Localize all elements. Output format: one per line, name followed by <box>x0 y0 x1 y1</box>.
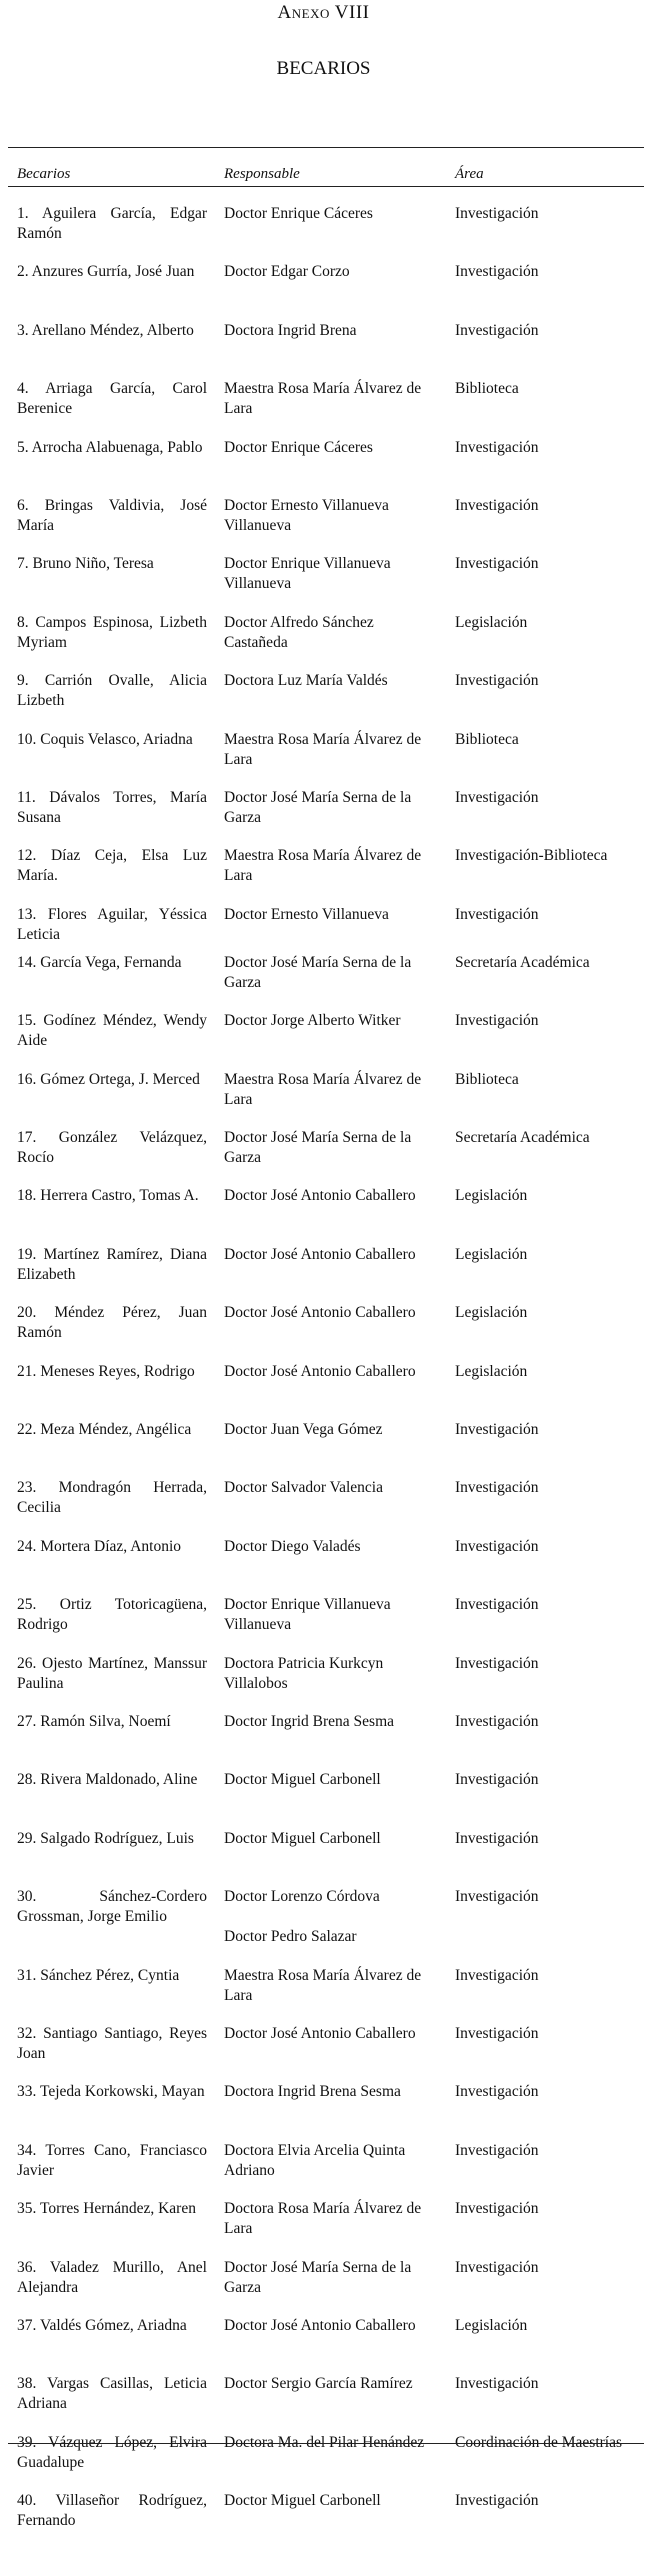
table-row <box>0 2199 647 2257</box>
scholar-name: 6. Bringas Valdivia, José María <box>17 497 207 534</box>
scholar-name: 25. Ortiz Totoricagüena, Rodrigo <box>17 1596 207 1634</box>
table-row <box>0 262 647 320</box>
scholar-name: 16. Gómez Ortega, J. Merced <box>17 1070 200 1088</box>
area-cell: Investigación <box>455 1654 539 1672</box>
header-scholar: Becarios <box>17 166 71 182</box>
responsible-cell <box>224 1303 439 1323</box>
responsible-name: Doctor Jorge Alberto Witker <box>224 1012 401 1030</box>
table-row <box>0 2258 647 2316</box>
responsible-name: Doctora Ingrid Brena Sesma <box>224 2083 401 2101</box>
area-cell: Investigación <box>455 789 539 806</box>
responsible-name: Doctor José Antonio Caballero <box>224 2025 416 2042</box>
scholar-name: 22. Meza Méndez, Angélica <box>17 1421 192 1438</box>
responsible-cell <box>224 1966 439 2006</box>
responsible-cell <box>224 1887 439 1947</box>
scholar-name: 17. González Velázquez, Rocío <box>17 1129 207 1166</box>
area-cell: Investigación <box>455 2025 539 2042</box>
area-cell: Investigación <box>455 1829 539 1847</box>
area-cell: Investigación <box>455 1966 539 1984</box>
table-row <box>0 2082 647 2140</box>
responsible-cell <box>224 846 439 886</box>
area-cell: Investigación <box>455 1596 539 1614</box>
area-cell: Secretaría Académica <box>455 1129 590 1146</box>
scholar-name: 7. Bruno Niño, Teresa <box>17 555 154 573</box>
annex-label: Anexo <box>277 2 330 23</box>
table-row <box>0 2433 647 2491</box>
responsible-name: Maestra Rosa María Álvarez de Lara <box>224 1070 422 1108</box>
table-row <box>0 438 647 496</box>
scholar-name: 10. Coquis Velasco, Ariadna <box>17 730 193 748</box>
page-title: BECARIOS <box>276 58 371 79</box>
scholar-name: 30. Sánchez-Cordero Grossman, Jorge Emilio <box>17 1888 207 1926</box>
responsible-name: Doctora Elvia Arcelia Quinta Adriano <box>224 2141 406 2179</box>
area-cell: Secretaría Académica <box>455 953 590 971</box>
responsible-cell <box>224 1128 439 1168</box>
responsible-name: Doctor Diego Valadés <box>224 1537 361 1555</box>
area-cell: Investigación <box>455 2083 539 2101</box>
table-row <box>0 2374 647 2432</box>
responsible-cell <box>224 1186 439 1206</box>
responsible-cell <box>224 1362 439 1382</box>
scholar-name: 24. Mortera Díaz, Antonio <box>17 1537 182 1555</box>
responsible-cell <box>224 1712 439 1732</box>
responsible-name: Maestra Rosa María Álvarez de Lara <box>224 380 422 418</box>
table-row <box>0 1829 647 1887</box>
responsible-name: Doctor Ernesto Villanueva Villanueva <box>224 497 389 534</box>
area-cell: Legislación <box>455 1362 528 1380</box>
responsible-cell <box>224 788 439 828</box>
responsible-name: Doctor Alfredo Sánchez Castañeda <box>224 613 374 651</box>
area-cell: Biblioteca <box>455 730 519 748</box>
table-row <box>0 730 647 788</box>
responsible-name: Doctor Salvador Valencia <box>224 1479 383 1497</box>
responsible-name: Doctor José María Serna de la Garza <box>224 1129 412 1166</box>
responsible-name: Maestra Rosa María Álvarez de Lara <box>224 847 422 885</box>
responsible-name: Doctor José Antonio Caballero <box>224 1245 416 1263</box>
area-cell: Investigación <box>455 321 539 339</box>
scholar-name: 4. Arriaga García, Carol Berenice <box>17 380 207 418</box>
scholar-name: 23. Mondragón Herrada, Cecilia <box>17 1479 207 1517</box>
area-cell: Legislación <box>455 613 528 631</box>
area-cell: Investigación-Biblioteca <box>455 847 608 865</box>
table-row <box>0 2491 647 2549</box>
responsible-name: Doctor Sergio García Ramírez <box>224 2375 413 2393</box>
area-cell: Investigación <box>455 2141 539 2159</box>
responsible-name: Doctor José María Serna de la Garza <box>224 789 412 826</box>
area-cell: Investigación <box>455 2375 539 2393</box>
table-row <box>0 1537 647 1595</box>
scholar-name: 38. Vargas Casillas, Leticia Adriana <box>17 2375 207 2413</box>
annex-heading <box>0 0 647 26</box>
responsible-cell <box>224 1245 439 1265</box>
scholar-name: 27. Ramón Silva, Noemí <box>17 1713 171 1730</box>
table-row <box>0 321 647 379</box>
responsible-cell <box>224 1011 439 1031</box>
table-row <box>0 1245 647 1303</box>
table-row <box>0 1011 647 1069</box>
scholar-name: 14. García Vega, Fernanda <box>17 953 182 971</box>
scholar-name: 9. Carrión Ovalle, Alicia Lizbeth <box>17 672 207 710</box>
area-cell: Investigación <box>455 1888 539 1906</box>
table-row <box>0 2141 647 2199</box>
table-row <box>0 1595 647 1653</box>
responsible-cell <box>224 2316 439 2336</box>
responsible-name: Doctor Ingrid Brena Sesma <box>224 1713 395 1730</box>
area-cell: Investigación <box>455 1713 539 1730</box>
scholar-name: 21. Meneses Reyes, Rodrigo <box>17 1362 195 1380</box>
responsible-name: Doctor Pedro Salazar <box>224 1928 357 1946</box>
area-cell: Investigación <box>455 905 539 923</box>
responsible-name: Maestra Rosa María Álvarez de Lara <box>224 1966 422 2004</box>
scholar-name: 3. Arellano Méndez, Alberto <box>17 321 194 339</box>
responsible-cell <box>224 1829 439 1849</box>
responsible-name: Doctor José Antonio Caballero <box>224 1304 416 1322</box>
responsible-name: Doctora Ma. del Pilar Henández <box>224 2433 425 2451</box>
scholar-name: 39. Vázquez López, Elvira Guadalupe <box>17 2433 207 2471</box>
responsible-cell <box>224 496 439 536</box>
responsible-name: Doctor Miguel Carbonell <box>224 1829 381 1847</box>
scholar-name: 32. Santiago Santiago, Reyes Joan <box>17 2025 207 2062</box>
scholar-name: 26. Ojesto Martínez, Manssur Paulina <box>17 1654 207 1692</box>
scholar-name: 15. Godínez Méndez, Wendy Aide <box>17 1012 207 1050</box>
table-header-rule <box>8 186 644 187</box>
responsible-cell <box>224 379 439 419</box>
area-cell: Investigación <box>455 2200 539 2218</box>
table-row <box>0 846 647 904</box>
responsible-name: Maestra Rosa María Álvarez de Lara <box>224 730 422 768</box>
responsible-cell <box>224 671 439 691</box>
area-cell: Investigación <box>455 205 539 222</box>
table-row <box>0 1887 647 1945</box>
area-cell: Legislación <box>455 1187 528 1205</box>
scholar-name: 13. Flores Aguilar, Yéssica Leticia <box>17 905 207 943</box>
area-cell: Investigación <box>455 2258 539 2276</box>
table-bottom-rule <box>8 2443 644 2444</box>
responsible-cell <box>224 1070 439 1110</box>
area-cell: Legislación <box>455 1245 528 1263</box>
responsible-cell <box>224 2258 439 2298</box>
scholar-name: 1. Aguilera García, Edgar Ramón <box>17 205 207 242</box>
responsible-name: Doctor Juan Vega Gómez <box>224 1421 383 1438</box>
responsible-name: Doctor José María Serna de la Garza <box>224 953 412 991</box>
table-row <box>0 671 647 729</box>
table-row <box>0 1128 647 1186</box>
area-cell: Investigación <box>455 2492 539 2510</box>
responsible-cell <box>224 1654 439 1694</box>
responsible-name: Doctor José Antonio Caballero <box>224 1362 416 1380</box>
responsible-name: Doctor Enrique Cáceres <box>224 438 373 456</box>
responsible-cell <box>224 321 439 341</box>
area-cell: Investigación <box>455 1537 539 1555</box>
scholar-name: 37. Valdés Gómez, Ariadna <box>17 2317 187 2334</box>
area-cell: Investigación <box>455 555 539 573</box>
table-row <box>0 613 647 671</box>
responsible-cell <box>224 554 439 594</box>
table-row <box>0 1070 647 1128</box>
area-cell: Legislación <box>455 2317 528 2334</box>
scholar-name: 5. Arrocha Alabuenaga, Pablo <box>17 438 203 456</box>
area-cell: Legislación <box>455 1304 528 1322</box>
table-row <box>0 496 647 554</box>
area-cell: Coordinación de Maestrías <box>455 2433 623 2451</box>
table-row <box>0 2024 647 2082</box>
responsible-cell <box>224 1770 439 1790</box>
responsible-name: Doctora Rosa María Álvarez de Lara <box>224 2200 422 2238</box>
table-row <box>0 554 647 612</box>
scholar-name: 28. Rivera Maldonado, Aline <box>17 1771 198 1789</box>
header-area: Área <box>455 166 484 182</box>
area-cell: Investigación <box>455 1479 539 1497</box>
area-cell: Investigación <box>455 1012 539 1030</box>
scholar-name: 20. Méndez Pérez, Juan Ramón <box>17 1304 207 1342</box>
header-responsible: Responsable <box>224 166 300 182</box>
scholar-name: 31. Sánchez Pérez, Cyntia <box>17 1966 180 1984</box>
scholar-name: 2. Anzures Gurría, José Juan <box>17 263 195 281</box>
scholar-name: 18. Herrera Castro, Tomas A. <box>17 1187 199 1205</box>
responsible-cell <box>224 2082 439 2102</box>
scholar-name: 11. Dávalos Torres, María Susana <box>17 789 207 826</box>
responsible-name: Doctor Ernesto Villanueva <box>224 905 389 923</box>
table-row <box>0 1770 647 1828</box>
responsible-cell <box>224 1478 439 1498</box>
area-cell: Investigación <box>455 1421 539 1438</box>
table-row <box>0 1478 647 1536</box>
table-row <box>0 204 647 262</box>
responsible-cell <box>224 262 439 282</box>
responsible-name: Doctor José Antonio Caballero <box>224 2317 416 2334</box>
scholar-name: 33. Tejeda Korkowski, Mayan <box>17 2083 205 2101</box>
responsible-name: Doctora Luz María Valdés <box>224 672 388 690</box>
table-row <box>0 788 647 846</box>
responsible-name: Doctora Ingrid Brena <box>224 321 357 339</box>
responsible-cell <box>224 438 439 458</box>
responsible-name: Doctor Miguel Carbonell <box>224 2492 381 2510</box>
responsible-name: Doctor José María Serna de la Garza <box>224 2258 412 2296</box>
area-cell: Investigación <box>455 1771 539 1789</box>
responsible-name: Doctor Miguel Carbonell <box>224 1771 381 1789</box>
responsible-name: Doctor Edgar Corzo <box>224 263 350 281</box>
scholar-name: 34. Torres Cano, Franciasco Javier <box>17 2141 207 2179</box>
responsible-name: Doctor José Antonio Caballero <box>224 1187 416 1205</box>
responsible-cell <box>224 613 439 653</box>
table-top-rule <box>8 147 644 148</box>
table-row <box>0 1362 647 1420</box>
responsible-name: Doctora Patricia Kurkcyn Villalobos <box>224 1654 384 1692</box>
responsible-name: Doctor Enrique Villanueva Villanueva <box>224 1596 391 1634</box>
scholar-name: 19. Martínez Ramírez, Diana Elizabeth <box>17 1245 207 1283</box>
responsible-cell <box>224 204 439 224</box>
scholar-name: 8. Campos Espinosa, Lizbeth Myriam <box>17 613 207 651</box>
table-row <box>0 1420 647 1478</box>
responsible-cell <box>224 2024 439 2044</box>
responsible-cell <box>224 2374 439 2394</box>
area-cell: Biblioteca <box>455 1070 519 1088</box>
responsible-name: Doctor Enrique Cáceres <box>224 205 373 222</box>
table-row <box>0 1654 647 1712</box>
annex-number: VIII <box>334 2 370 23</box>
table-row <box>0 1712 647 1770</box>
responsible-cell <box>224 1595 439 1635</box>
responsible-name: Doctor Enrique Villanueva Villanueva <box>224 555 391 593</box>
table-row <box>0 1186 647 1244</box>
table-row <box>0 1966 647 2024</box>
table-row <box>0 2316 647 2374</box>
area-cell: Investigación <box>455 672 539 690</box>
table-row <box>0 379 647 437</box>
scholar-name: 12. Díaz Ceja, Elsa Luz María. <box>17 847 207 885</box>
responsible-cell <box>224 730 439 770</box>
area-cell: Biblioteca <box>455 380 519 398</box>
responsible-cell <box>224 953 439 993</box>
responsible-cell <box>224 2141 439 2181</box>
responsible-cell <box>224 2491 439 2511</box>
scholar-name: 36. Valadez Murillo, Anel Alejandra <box>17 2258 207 2296</box>
responsible-name: Doctor Lorenzo Córdova <box>224 1888 380 1906</box>
area-cell: Investigación <box>455 438 539 456</box>
area-cell: Investigación <box>455 263 539 281</box>
scholar-name: 29. Salgado Rodríguez, Luis <box>17 1829 194 1847</box>
scholar-name: 35. Torres Hernández, Karen <box>17 2200 196 2218</box>
responsible-cell <box>224 905 439 925</box>
table-row <box>0 953 647 1011</box>
responsible-cell <box>224 1537 439 1557</box>
responsible-cell <box>224 2199 439 2239</box>
area-cell: Investigación <box>455 497 539 514</box>
scholar-name: 40. Villaseñor Rodríguez, Fernando <box>17 2492 207 2530</box>
table-row <box>0 1303 647 1361</box>
responsible-cell <box>224 1420 439 1440</box>
